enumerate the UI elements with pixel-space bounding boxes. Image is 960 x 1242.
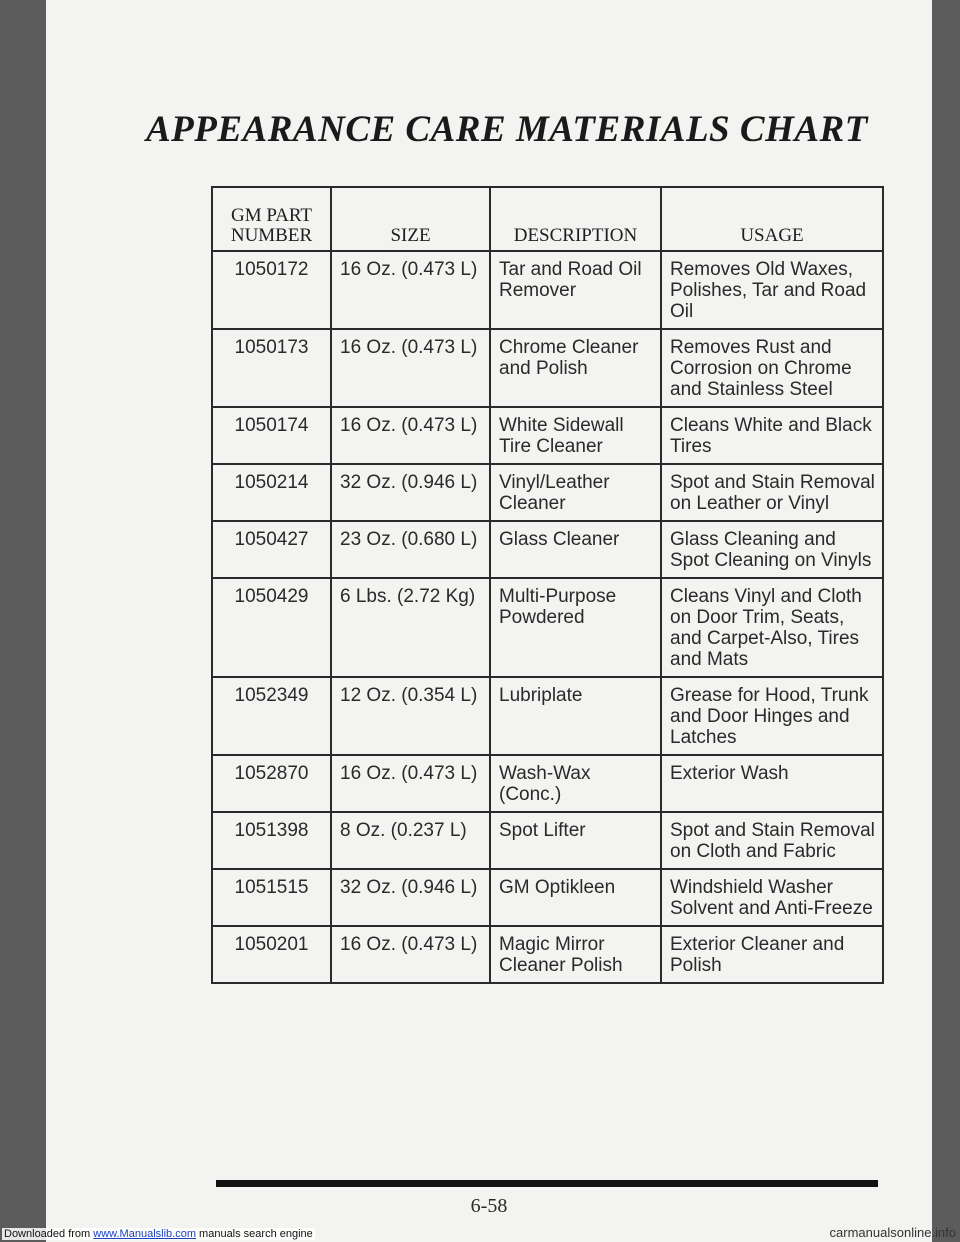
part-number-cell: 1050214	[212, 464, 331, 521]
description-cell: GM Optikleen	[490, 869, 661, 926]
size-cell: 16 Oz. (0.473 L)	[331, 329, 490, 407]
header-description: DESCRIPTION	[490, 187, 661, 251]
description-cell: White Sidewall Tire Cleaner	[490, 407, 661, 464]
description-cell: Multi-Purpose Powdered	[490, 578, 661, 677]
manual-page	[46, 0, 932, 1242]
watermark-text: carmanualsonline.info	[829, 1225, 956, 1240]
size-cell: 6 Lbs. (2.72 Kg)	[331, 578, 490, 677]
size-cell: 8 Oz. (0.237 L)	[331, 812, 490, 869]
size-cell: 16 Oz. (0.473 L)	[331, 251, 490, 329]
size-cell: 32 Oz. (0.946 L)	[331, 869, 490, 926]
part-number-cell: 1050174	[212, 407, 331, 464]
part-number-cell: 1052349	[212, 677, 331, 755]
size-cell: 32 Oz. (0.946 L)	[331, 464, 490, 521]
size-cell: 16 Oz. (0.473 L)	[331, 926, 490, 983]
table-row	[212, 578, 883, 677]
footer-suffix: manuals search engine	[199, 1228, 313, 1240]
description-cell: Glass Cleaner	[490, 521, 661, 578]
table-row	[212, 251, 883, 329]
usage-cell: Spot and Stain Removal on Leather or Vinyl	[661, 464, 883, 521]
table-row	[212, 926, 883, 983]
table-row	[212, 407, 883, 464]
part-number-cell: 1052870	[212, 755, 331, 812]
header-size: SIZE	[331, 187, 490, 251]
size-cell: 12 Oz. (0.354 L)	[331, 677, 490, 755]
header-part-number: GM PART NUMBER	[212, 187, 331, 251]
table-row	[212, 755, 883, 812]
usage-cell: Exterior Cleaner and Polish	[661, 926, 883, 983]
description-cell: Magic Mirror Cleaner Polish	[490, 926, 661, 983]
description-cell: Lubriplate	[490, 677, 661, 755]
footer-divider	[216, 1180, 878, 1187]
usage-cell: Spot and Stain Removal on Cloth and Fabric	[661, 812, 883, 869]
download-source-footer	[2, 1228, 315, 1240]
size-cell: 16 Oz. (0.473 L)	[331, 407, 490, 464]
part-number-cell: 1050429	[212, 578, 331, 677]
usage-cell: Glass Cleaning and Spot Cleaning on Vinyls	[661, 521, 883, 578]
footer-prefix: Downloaded from	[4, 1228, 91, 1240]
header-usage: USAGE	[661, 187, 883, 251]
part-number-cell: 1050427	[212, 521, 331, 578]
size-cell: 23 Oz. (0.680 L)	[331, 521, 490, 578]
part-number-cell: 1050173	[212, 329, 331, 407]
description-cell: Tar and Road Oil Remover	[490, 251, 661, 329]
table-row	[212, 869, 883, 926]
table-row	[212, 464, 883, 521]
part-number-cell: 1051398	[212, 812, 331, 869]
usage-cell: Cleans White and Black Tires	[661, 407, 883, 464]
manualslib-link[interactable]: www.Manualslib.com	[93, 1228, 196, 1240]
part-number-cell: 1050172	[212, 251, 331, 329]
table-row	[212, 329, 883, 407]
usage-cell: Removes Rust and Corrosion on Chrome and Stainless Steel	[661, 329, 883, 407]
page-title: APPEARANCE CARE MATERIALS CHART	[146, 109, 868, 150]
table-row	[212, 521, 883, 578]
usage-cell: Cleans Vinyl and Cloth on Door Trim, Seats, and Carpet-Also, Tires and Mats	[661, 578, 883, 677]
description-cell: Wash-Wax (Conc.)	[490, 755, 661, 812]
description-cell: Vinyl/Leather Cleaner	[490, 464, 661, 521]
description-cell: Spot Lifter	[490, 812, 661, 869]
part-number-cell: 1051515	[212, 869, 331, 926]
care-materials-table	[211, 186, 884, 984]
table-header-row	[212, 187, 883, 251]
page-number: 6-58	[470, 1195, 508, 1217]
usage-cell: Exterior Wash	[661, 755, 883, 812]
part-number-cell: 1050201	[212, 926, 331, 983]
size-cell: 16 Oz. (0.473 L)	[331, 755, 490, 812]
usage-cell: Removes Old Waxes, Polishes, Tar and Road Oil	[661, 251, 883, 329]
usage-cell: Windshield Washer Solvent and Anti-Freeze	[661, 869, 883, 926]
table-row	[212, 677, 883, 755]
description-cell: Chrome Cleaner and Polish	[490, 329, 661, 407]
table-row	[212, 812, 883, 869]
usage-cell: Grease for Hood, Trunk and Door Hinges and Latches	[661, 677, 883, 755]
